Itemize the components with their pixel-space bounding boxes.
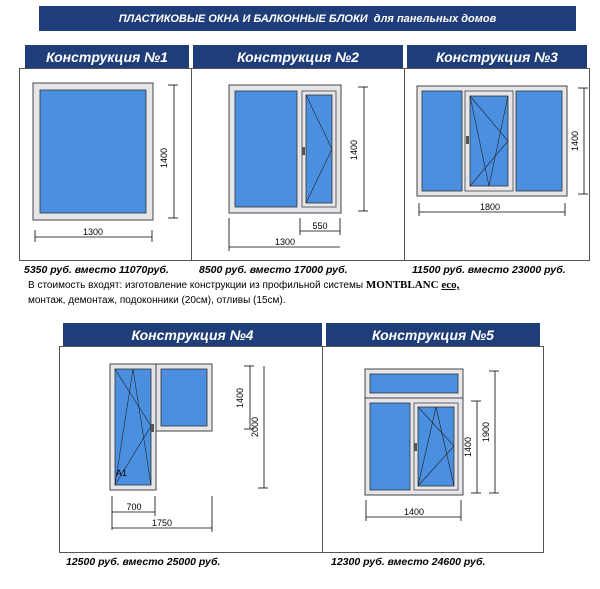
- header-construction-4: Конструкция №4: [63, 323, 322, 346]
- c4-door-height-label: 2000: [250, 416, 260, 438]
- brand-eco: eco,: [441, 279, 460, 291]
- price-construction-5: 12300 руб. вместо 24600 руб.: [331, 556, 486, 568]
- title-suffix: для панельных домов: [373, 12, 497, 25]
- header-construction-3: Конструкция №3: [407, 45, 587, 68]
- header-construction-2: Конструкция №2: [193, 45, 403, 68]
- included-note-line-2: монтаж, демонтаж, подоконники (20см), отливы (15см).: [28, 295, 286, 306]
- price-construction-3: 11500 руб. вместо 23000 руб.: [412, 264, 566, 276]
- c1-height-label: 1400: [159, 147, 169, 169]
- price-construction-4: 12500 руб. вместо 25000 руб.: [66, 556, 221, 568]
- title-text: ПЛАСТИКОВЫЕ ОКНА И БАЛКОННЫЕ БЛОКИ: [118, 12, 368, 25]
- brand-name: MONTBLANC: [365, 279, 439, 291]
- c3-width-label: 1800: [479, 202, 501, 212]
- c4-width-label: 1750: [151, 518, 173, 528]
- c3-height-label: 1400: [570, 130, 580, 152]
- header-construction-5: Конструкция №5: [326, 323, 540, 346]
- c2-width-label: 1300: [274, 237, 296, 247]
- price-construction-2: 8500 руб. вместо 17000 руб.: [199, 264, 348, 276]
- c5-width-label: 1400: [403, 507, 425, 517]
- c5-lower-height-label: 1400: [463, 436, 473, 458]
- c2-height-label: 1400: [349, 139, 359, 161]
- c4-mark-label: A1: [116, 468, 128, 478]
- header-construction-1: Конструкция №1: [25, 45, 189, 68]
- c5-height-label: 1900: [481, 421, 491, 443]
- note-prefix: В стоимость входят: изготовление конструкции из профильной системы: [28, 280, 364, 291]
- price-construction-1: 5350 руб. вместо 11070руб.: [24, 264, 169, 276]
- c1-width-label: 1300: [82, 227, 104, 237]
- c4-door-width-label: 700: [126, 502, 142, 512]
- c2-sash-width-label: 550: [312, 221, 328, 231]
- c4-window-height-label: 1400: [235, 387, 245, 409]
